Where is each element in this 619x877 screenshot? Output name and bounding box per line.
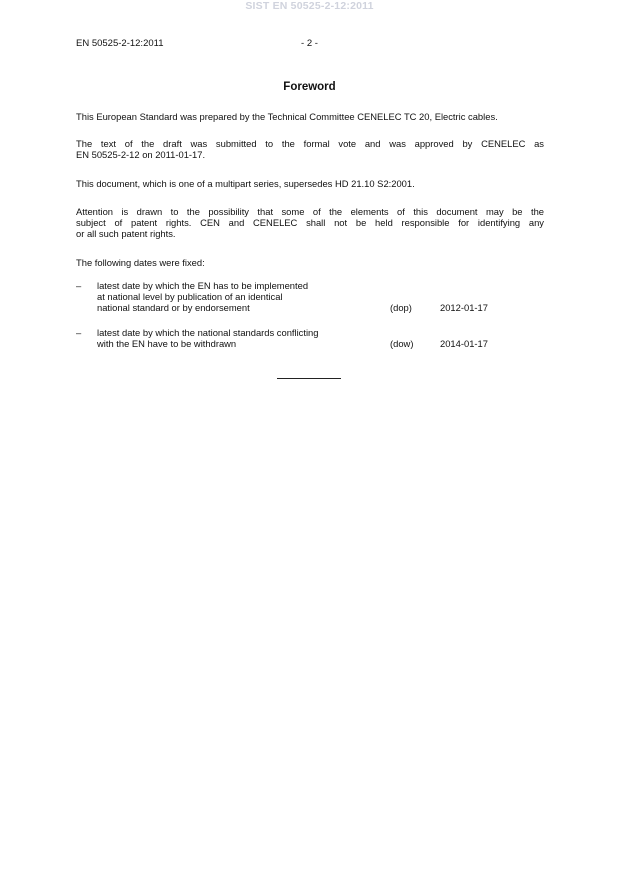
list-item-line: at national level by publication of an identical bbox=[97, 291, 283, 302]
date-code-dow: (dow) bbox=[390, 338, 414, 349]
list-dash: – bbox=[76, 280, 82, 291]
list-item-dop bbox=[76, 280, 544, 314]
list-item-line: latest date by which the EN has to be implemented bbox=[97, 280, 309, 291]
list-item-line: national standard or by endorsement bbox=[97, 302, 250, 313]
paragraph-committee: This European Standard was prepared by the Technical Committee CENELEC TC 20, Electric cables. bbox=[76, 111, 498, 122]
page-title: Foreword bbox=[283, 81, 336, 93]
header-doc-id: EN 50525-2-12:2011 bbox=[76, 38, 164, 49]
list-dash: – bbox=[76, 327, 82, 338]
header-page-number: - 2 - bbox=[301, 38, 318, 49]
watermark: SIST EN 50525-2-12:2011 bbox=[245, 0, 374, 12]
date-value-dop: 2012-01-17 bbox=[440, 302, 488, 313]
paragraph-line: Attention is drawn to the possibility that some of the elements of this document may be the bbox=[76, 206, 544, 217]
date-code-dop: (dop) bbox=[390, 302, 412, 313]
date-value-dow: 2014-01-17 bbox=[440, 338, 488, 349]
list-item-dow bbox=[76, 327, 544, 350]
list-item-line: latest date by which the national standards conflicting bbox=[97, 327, 319, 338]
paragraph-supersedes: This document, which is one of a multipart series, supersedes HD 21.10 S2:2001. bbox=[76, 178, 415, 189]
end-rule bbox=[277, 378, 341, 379]
paragraph-line: The text of the draft was submitted to the formal vote and was approved by CENELEC as bbox=[76, 138, 544, 149]
list-item-text bbox=[97, 327, 387, 349]
list-item-text bbox=[97, 280, 387, 313]
paragraph-line: subject of patent rights. CEN and CENELEC shall not be held responsible for identifying any bbox=[76, 217, 544, 228]
paragraph-approval bbox=[76, 138, 544, 160]
paragraph-patent bbox=[76, 206, 544, 239]
paragraph-line: EN 50525-2-12 on 2011-01-17. bbox=[76, 149, 206, 160]
paragraph-line: or all such patent rights. bbox=[76, 228, 176, 239]
paragraph-dates-intro: The following dates were fixed: bbox=[76, 257, 205, 268]
list-item-line: with the EN have to be withdrawn bbox=[97, 338, 237, 349]
